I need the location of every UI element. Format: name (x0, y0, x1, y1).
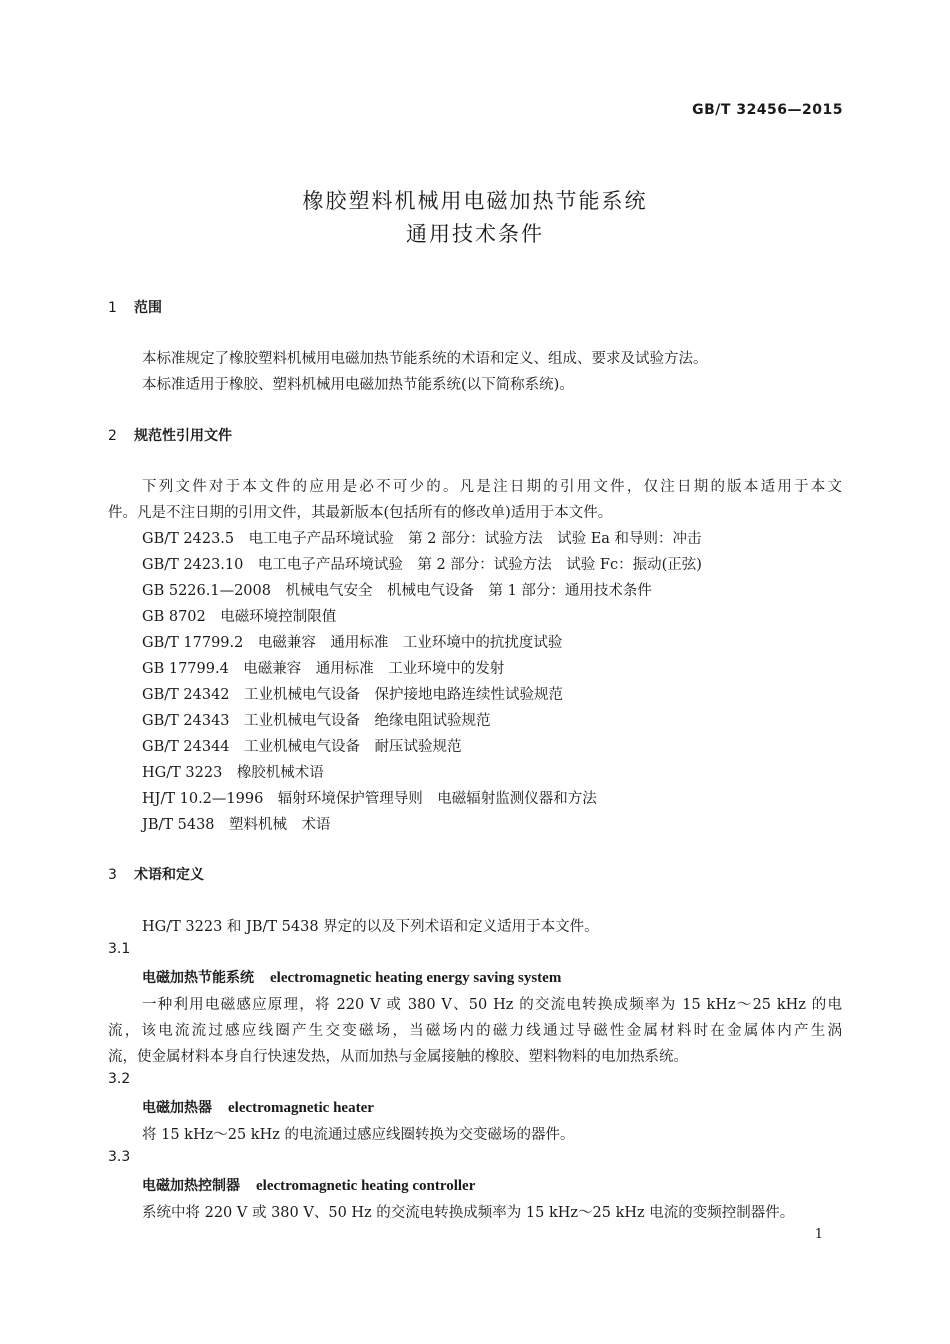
section-1-heading (108, 297, 162, 317)
term-chinese: 电磁加热控制器 (142, 1178, 240, 1194)
document-title-line-1: 橡胶塑料机械用电磁加热节能系统 (302, 189, 648, 213)
section-2-heading (108, 425, 232, 445)
section-number: 2 (108, 428, 117, 444)
reference-item: HG/T 3223 橡胶机械术语 (142, 765, 324, 781)
term-number: 3.3 (108, 1149, 131, 1165)
section-2-intro-line-1: 下列文件对于本文件的应用是必不可少的。凡是注日期的引用文件，仅注日期的版本适用于本文 (142, 479, 842, 495)
term-chinese: 电磁加热器 (142, 1100, 212, 1116)
section-3-heading (108, 864, 204, 884)
term-definition-line: 一种利用电磁感应原理，将 220 V 或 380 V、50 Hz 的交流电转换成频率为 15 kHz～25 kHz 的电 (142, 997, 842, 1013)
term-title (142, 1175, 475, 1195)
reference-item: JB/T 5438 塑料机械 术语 (142, 817, 331, 833)
term-chinese: 电磁加热节能系统 (142, 970, 254, 986)
term-definition-line: 将 15 kHz～25 kHz 的电流通过感应线圈转换为交变磁场的器件。 (142, 1127, 575, 1143)
term-english: electromagnetic heating energy saving system (270, 970, 562, 986)
section-title: 术语和定义 (134, 867, 204, 883)
page-number: 1 (814, 1227, 823, 1242)
section-title: 范围 (134, 300, 162, 316)
standard-code: GB/T 32456—2015 (692, 102, 843, 118)
section-title: 规范性引用文件 (134, 428, 232, 444)
section-2-intro-line-2: 件。凡是不注日期的引用文件，其最新版本(包括所有的修改单)适用于本文件。 (108, 505, 613, 521)
section-1-paragraph-1: 本标准规定了橡胶塑料机械用电磁加热节能系统的术语和定义、组成、要求及试验方法。 (142, 351, 708, 367)
reference-item: HJ/T 10.2—1996 辐射环境保护管理导则 电磁辐射监测仪器和方法 (142, 791, 597, 807)
reference-item: GB 5226.1—2008 机械电气安全 机械电气设备 第 1 部分：通用技术条件 (142, 583, 652, 599)
reference-item: GB/T 24344 工业机械电气设备 耐压试验规范 (142, 739, 462, 755)
section-number: 3 (108, 867, 117, 883)
reference-item: GB/T 2423.10 电工电子产品环境试验 第 2 部分：试验方法 试验 Fc：振动(正弦) (142, 557, 702, 573)
term-definition-line: 流，使金属材料本身自行快速发热，从而加热与金属接触的橡胶、塑料物料的电加热系统。 (108, 1049, 688, 1065)
term-number: 3.2 (108, 1071, 131, 1087)
reference-item: GB/T 17799.2 电磁兼容 通用标准 工业环境中的抗扰度试验 (142, 635, 563, 651)
term-title (142, 967, 561, 987)
reference-item: GB/T 2423.5 电工电子产品环境试验 第 2 部分：试验方法 试验 Ea 和导则：冲击 (142, 531, 702, 547)
section-3-intro: HG/T 3223 和 JB/T 5438 界定的以及下列术语和定义适用于本文件。 (142, 919, 599, 935)
term-english: electromagnetic heating controller (256, 1178, 476, 1194)
term-title (142, 1097, 374, 1117)
term-english: electromagnetic heater (228, 1100, 374, 1116)
term-definition-line: 流，该电流流过感应线圈产生交变磁场，当磁场内的磁力线通过导磁性金属材料时在金属体内产生涡 (108, 1023, 842, 1039)
reference-item: GB/T 24342 工业机械电气设备 保护接地电路连续性试验规范 (142, 687, 564, 703)
term-number: 3.1 (108, 941, 131, 957)
section-number: 1 (108, 300, 117, 316)
term-definition-line: 系统中将 220 V 或 380 V、50 Hz 的交流电转换成频率为 15 kHz～25 kHz 电流的变频控制器件。 (142, 1205, 795, 1221)
reference-item: GB 17799.4 电磁兼容 通用标准 工业环境中的发射 (142, 661, 505, 677)
section-1-paragraph-2: 本标准适用于橡胶、塑料机械用电磁加热节能系统(以下简称系统)。 (142, 377, 574, 393)
reference-item: GB/T 24343 工业机械电气设备 绝缘电阻试验规范 (142, 713, 491, 729)
document-title-line-2: 通用技术条件 (406, 222, 544, 246)
reference-item: GB 8702 电磁环境控制限值 (142, 609, 337, 625)
